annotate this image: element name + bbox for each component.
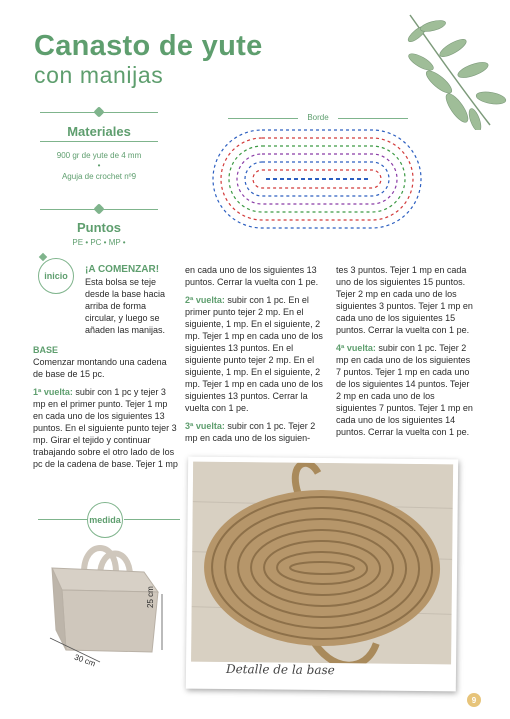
materiales-item: Aguja de crochet nº9: [61, 172, 137, 181]
column-1: [33, 264, 178, 476]
round-text: subir con 1 pc. En el primer punto tejer 2 mp. En el siguiente, 1 mp. En el siguiente, 2 mp. Tejer 1 mp en cada uno de los siguientes 13 puntos. En el siguiente punto tejer 2 mp. En el siguiente, 1 mp. En el siguiente, 2 mp. Tejer 1 mp en cada uno de los siguientes 13 puntos. Cerrar la vuelta con 1 pe.: [185, 295, 323, 413]
divider: [338, 118, 408, 119]
continued-text: tes 3 puntos. Tejer 1 mp en cada uno de los siguientes 15 puntos. Tejer 2 mp en cada uno de los siguientes 3 puntos. Tejer 1 mp en cada uno de los siguientes 15 puntos. Cerrar la vuelta con 1 pe.: [336, 265, 473, 335]
round-2: [185, 294, 330, 414]
section-heading: ¡A COMENZAR!: [85, 264, 160, 275]
bag-height-label: 25 cm: [146, 586, 155, 608]
medida-badge: medida: [87, 502, 123, 538]
round-text: subir con 1 pc. Tejer 2 mp en cada uno de los siguien-: [185, 421, 316, 443]
puntos-list: PE • PC • MP •: [72, 238, 126, 247]
round-1: [33, 386, 178, 470]
bag-width-label: 30 cm: [73, 652, 97, 669]
column-2: [185, 264, 330, 450]
base-text: Comenzar montando una cadena de base de 15 pc.: [33, 357, 167, 379]
round-label: 2ª vuelta:: [185, 295, 225, 305]
round-4: [336, 342, 474, 438]
page-number: 9: [467, 693, 481, 707]
photo-caption: Detalle de la base: [225, 662, 335, 678]
base-title: BASE: [33, 345, 59, 355]
bullet: •: [97, 161, 101, 170]
round-label: 3ª vuelta:: [185, 421, 225, 431]
bag-illustration: [40, 538, 180, 670]
divider: [40, 141, 158, 142]
materiales-item: 900 gr de yute de 4 mm: [56, 151, 142, 160]
round-text: subir con 1 pc y tejer 3 mp en el primer punto. Tejer 1 mp en cada uno de los siguientes 13 puntos. En el siguiente punto tejer 3 mp. Girar el tejido y continuar trabajando sobre el otro lado de los pc de la cadena de base. Tejer 1 mp: [33, 387, 178, 469]
round-label: 4ª vuelta:: [336, 343, 376, 353]
inicio-badge: inicio: [38, 258, 74, 294]
photo-frame: [186, 457, 458, 692]
heart-icon: [93, 203, 104, 214]
continued-text: en cada uno de los siguientes 13 puntos. Cerrar la vuelta con 1 pe.: [185, 265, 319, 287]
leaf-branch-illustration: [395, 10, 510, 130]
page-subtitle: con manijas: [34, 62, 164, 88]
jute-basket-photo: [191, 462, 453, 665]
borde-label: Borde: [307, 113, 329, 122]
heart-icon: [93, 106, 104, 117]
divider: [124, 519, 180, 520]
round-3: [185, 420, 330, 444]
crochet-stitch-diagram: [208, 125, 426, 233]
round-text: subir con 1 pc. Tejer 2 mp en cada uno de los siguientes 7 puntos. Tejer 1 mp en cada uno de los siguientes 14 puntos. Tejer 2 mp en cada uno de los siguientes 7 puntos. Tejer 1 mp en cada uno de los siguientes 14 puntos. Cerrar la vuelta con 1 pe.: [336, 343, 473, 437]
puntos-title: Puntos: [76, 220, 122, 235]
divider: [228, 118, 298, 119]
round-label: 1ª vuelta:: [33, 387, 73, 397]
materiales-title: Materiales: [67, 124, 131, 139]
column-3: [336, 264, 474, 444]
page-title: Canasto de yute: [34, 30, 263, 62]
intro-text: Esta bolsa se teje desde la base hacia arriba de forma circular, y luego se añaden las manijas.: [85, 277, 166, 335]
